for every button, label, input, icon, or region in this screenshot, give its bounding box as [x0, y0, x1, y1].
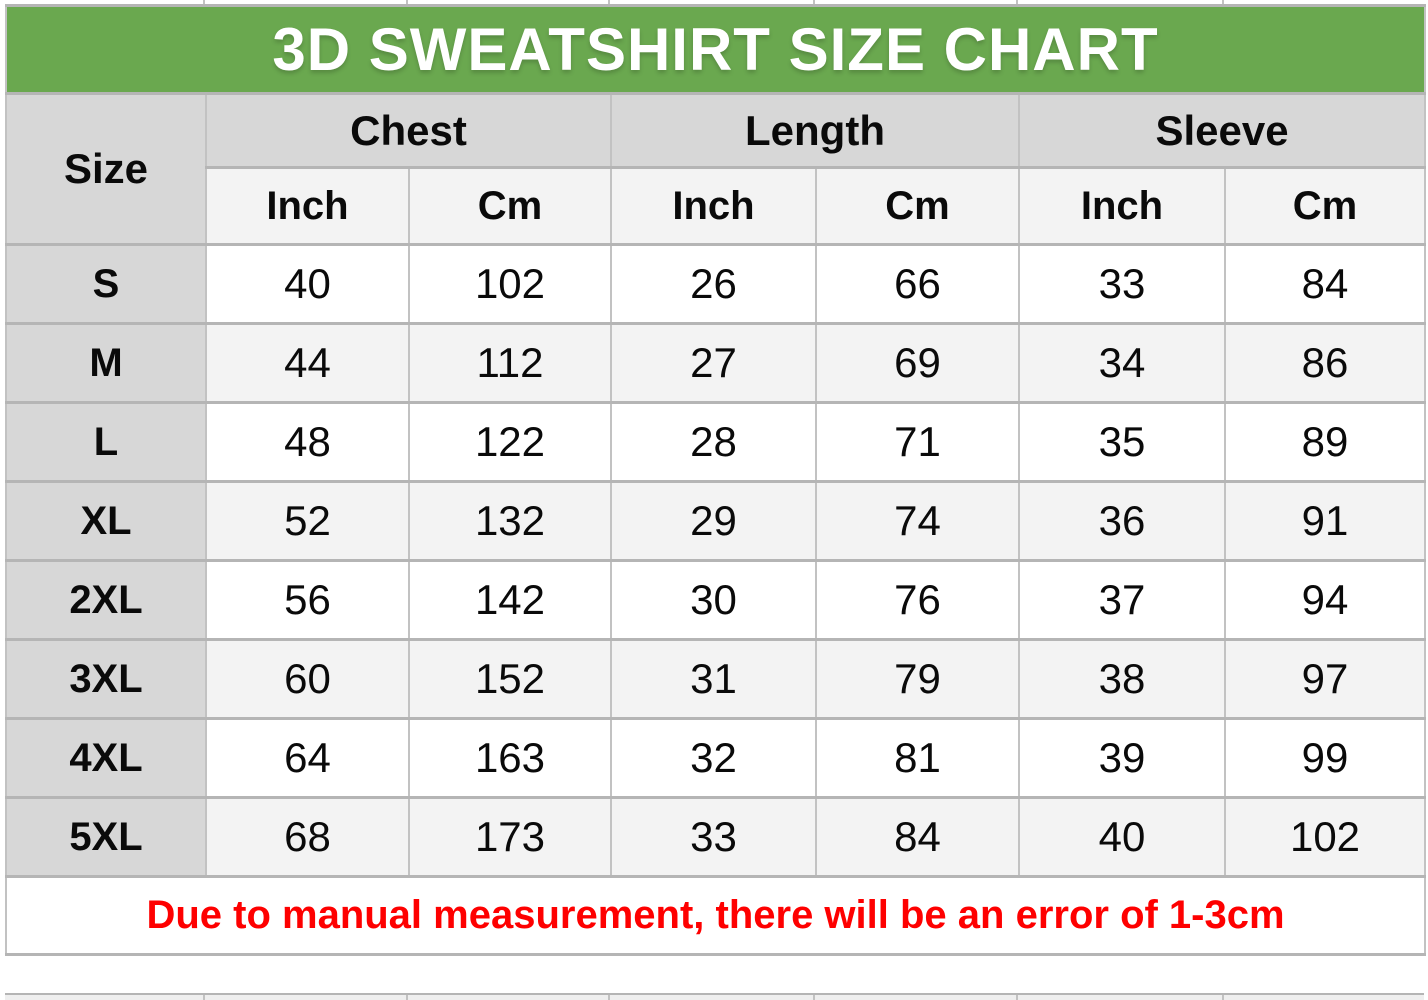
size-column-header: Size — [6, 94, 206, 245]
value-cell: 64 — [206, 719, 409, 798]
value-cell: 76 — [816, 561, 1019, 640]
value-cell: 112 — [409, 324, 611, 403]
value-cell: 152 — [409, 640, 611, 719]
unit-header-length-inch: Inch — [611, 168, 816, 245]
value-cell: 48 — [206, 403, 409, 482]
value-cell: 34 — [1019, 324, 1225, 403]
value-cell: 31 — [611, 640, 816, 719]
value-cell: 132 — [409, 482, 611, 561]
row-label: 4XL — [6, 719, 206, 798]
value-cell: 99 — [1225, 719, 1425, 798]
row-4xl — [6, 719, 1425, 798]
unit-header-chest-cm: Cm — [409, 168, 611, 245]
value-cell: 37 — [1019, 561, 1225, 640]
value-cell: 44 — [206, 324, 409, 403]
spreadsheet-bottom-edge — [5, 993, 1424, 1000]
value-cell: 28 — [611, 403, 816, 482]
row-label: M — [6, 324, 206, 403]
value-cell: 91 — [1225, 482, 1425, 561]
edge-cell — [5, 995, 205, 1000]
row-s — [6, 245, 1425, 324]
value-cell: 27 — [611, 324, 816, 403]
value-cell: 60 — [206, 640, 409, 719]
value-cell: 38 — [1019, 640, 1225, 719]
edge-cell — [610, 0, 815, 4]
value-cell: 81 — [816, 719, 1019, 798]
edge-cell — [1224, 995, 1424, 1000]
value-cell: 89 — [1225, 403, 1425, 482]
row-label: XL — [6, 482, 206, 561]
value-cell: 29 — [611, 482, 816, 561]
row-3xl — [6, 640, 1425, 719]
title-row — [6, 6, 1425, 94]
value-cell: 86 — [1225, 324, 1425, 403]
value-cell: 33 — [611, 798, 816, 877]
value-cell: 36 — [1019, 482, 1225, 561]
row-label: L — [6, 403, 206, 482]
note-row — [6, 877, 1425, 955]
value-cell: 56 — [206, 561, 409, 640]
value-cell: 84 — [816, 798, 1019, 877]
group-header-length: Length — [611, 94, 1019, 168]
group-header-chest: Chest — [206, 94, 611, 168]
edge-cell — [408, 0, 610, 4]
value-cell: 30 — [611, 561, 816, 640]
row-2xl — [6, 561, 1425, 640]
value-cell: 40 — [206, 245, 409, 324]
edge-cell — [815, 0, 1018, 4]
row-label: S — [6, 245, 206, 324]
unit-header-chest-inch: Inch — [206, 168, 409, 245]
value-cell: 163 — [409, 719, 611, 798]
size-chart-table — [5, 4, 1426, 956]
value-cell: 74 — [816, 482, 1019, 561]
row-label: 2XL — [6, 561, 206, 640]
value-cell: 142 — [409, 561, 611, 640]
value-cell: 52 — [206, 482, 409, 561]
measurement-note: Due to manual measurement, there will be an error of 1-3cm — [146, 893, 1285, 937]
value-cell: 122 — [409, 403, 611, 482]
value-cell: 84 — [1225, 245, 1425, 324]
measurement-note-cell — [6, 877, 1425, 955]
edge-cell — [5, 0, 205, 4]
row-l — [6, 403, 1425, 482]
unit-header-sleeve-inch: Inch — [1019, 168, 1225, 245]
edge-cell — [610, 995, 815, 1000]
group-header-row — [6, 94, 1425, 168]
value-cell: 97 — [1225, 640, 1425, 719]
value-cell: 69 — [816, 324, 1019, 403]
row-5xl — [6, 798, 1425, 877]
value-cell: 102 — [1225, 798, 1425, 877]
spreadsheet-top-edge — [5, 0, 1424, 4]
value-cell: 33 — [1019, 245, 1225, 324]
edge-cell — [408, 995, 610, 1000]
edge-cell — [1018, 995, 1224, 1000]
value-cell: 79 — [816, 640, 1019, 719]
chart-title-bar — [6, 6, 1425, 94]
edge-cell — [1018, 0, 1224, 4]
chart-title: 3D SWEATSHIRT SIZE CHART — [272, 16, 1159, 83]
value-cell: 94 — [1225, 561, 1425, 640]
row-xl — [6, 482, 1425, 561]
edge-cell — [205, 995, 408, 1000]
value-cell: 35 — [1019, 403, 1225, 482]
unit-header-sleeve-cm: Cm — [1225, 168, 1425, 245]
group-header-sleeve: Sleeve — [1019, 94, 1425, 168]
value-cell: 102 — [409, 245, 611, 324]
value-cell: 66 — [816, 245, 1019, 324]
edge-cell — [205, 0, 408, 4]
value-cell: 40 — [1019, 798, 1225, 877]
row-m — [6, 324, 1425, 403]
value-cell: 173 — [409, 798, 611, 877]
unit-header-row — [6, 168, 1425, 245]
unit-header-length-cm: Cm — [816, 168, 1019, 245]
value-cell: 68 — [206, 798, 409, 877]
value-cell: 32 — [611, 719, 816, 798]
value-cell: 39 — [1019, 719, 1225, 798]
row-label: 3XL — [6, 640, 206, 719]
edge-cell — [815, 995, 1018, 1000]
value-cell: 26 — [611, 245, 816, 324]
value-cell: 71 — [816, 403, 1019, 482]
row-label: 5XL — [6, 798, 206, 877]
edge-cell — [1224, 0, 1424, 4]
